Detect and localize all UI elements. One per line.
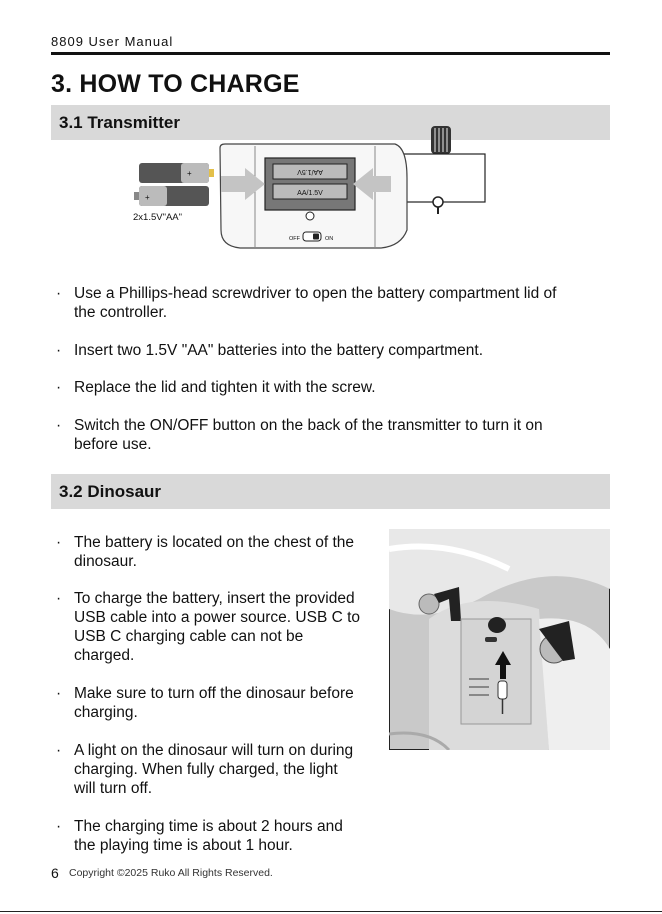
header-divider — [51, 52, 610, 55]
dinosaur-charging-port-photo — [389, 529, 610, 750]
manual-header: 8809 User Manual — [51, 34, 174, 49]
bullet-line: USB C charging cable can not be — [74, 628, 304, 645]
page-number: 6 — [51, 865, 59, 881]
bullet-line: Make sure to turn off the dinosaur before — [74, 685, 354, 702]
bullet-line: The charging time is about 2 hours and — [74, 818, 343, 835]
section-heading-dinosaur — [51, 474, 610, 509]
page-title: 3. HOW TO CHARGE — [51, 70, 300, 98]
bullet-line: Insert two 1.5V "AA" batteries into the battery compartment. — [74, 342, 484, 359]
battery-slot-marking-bottom: AA/1.5V — [297, 190, 323, 197]
section-heading-label: 3.1 Transmitter — [59, 113, 180, 132]
bullet-line: Switch the ON/OFF button on the back of the transmitter to turn it on — [74, 417, 543, 434]
bullet-line: will turn off. — [74, 780, 153, 797]
bullet-line: charging. When fully charged, the light — [74, 761, 338, 778]
page-bottom-border — [0, 911, 662, 912]
battery-icon — [134, 163, 214, 206]
bullet-line: Use a Phillips-head screwdriver to open the battery compartment lid of — [74, 285, 557, 302]
svg-text:+: + — [187, 169, 192, 178]
bullet-line: charged. — [74, 647, 135, 664]
svg-text:+: + — [145, 193, 150, 202]
bullet-line: dinosaur. — [74, 553, 137, 570]
battery-type-label: 2x1.5V"AA" — [133, 212, 182, 223]
switch-on-label: ON — [325, 236, 334, 242]
bullet-line: charging. — [74, 704, 138, 721]
section-heading-label: 3.2 Dinosaur — [59, 482, 162, 501]
bullet-line: the playing time is about 1 hour. — [74, 837, 293, 854]
screw-icon — [433, 197, 443, 214]
switch-off-label: OFF — [289, 236, 300, 242]
transmitter-battery-illustration — [125, 118, 495, 268]
bullet-line: the controller. — [74, 304, 168, 321]
bullet-line: before use. — [74, 436, 152, 453]
bullet-line: Replace the lid and tighten it with the screw. — [74, 379, 376, 396]
battery-slot-marking-top: AA/1.5V — [297, 168, 323, 175]
bullet-line: A light on the dinosaur will turn on during — [74, 742, 354, 759]
copyright-notice: Copyright ©2025 Ruko All Rights Reserved. — [69, 867, 273, 879]
bullet-line: The battery is located on the chest of the — [74, 534, 355, 551]
bullet-line: To charge the battery, insert the provided — [74, 590, 355, 607]
bullet-line: USB cable into a power source. USB C to — [74, 609, 361, 626]
